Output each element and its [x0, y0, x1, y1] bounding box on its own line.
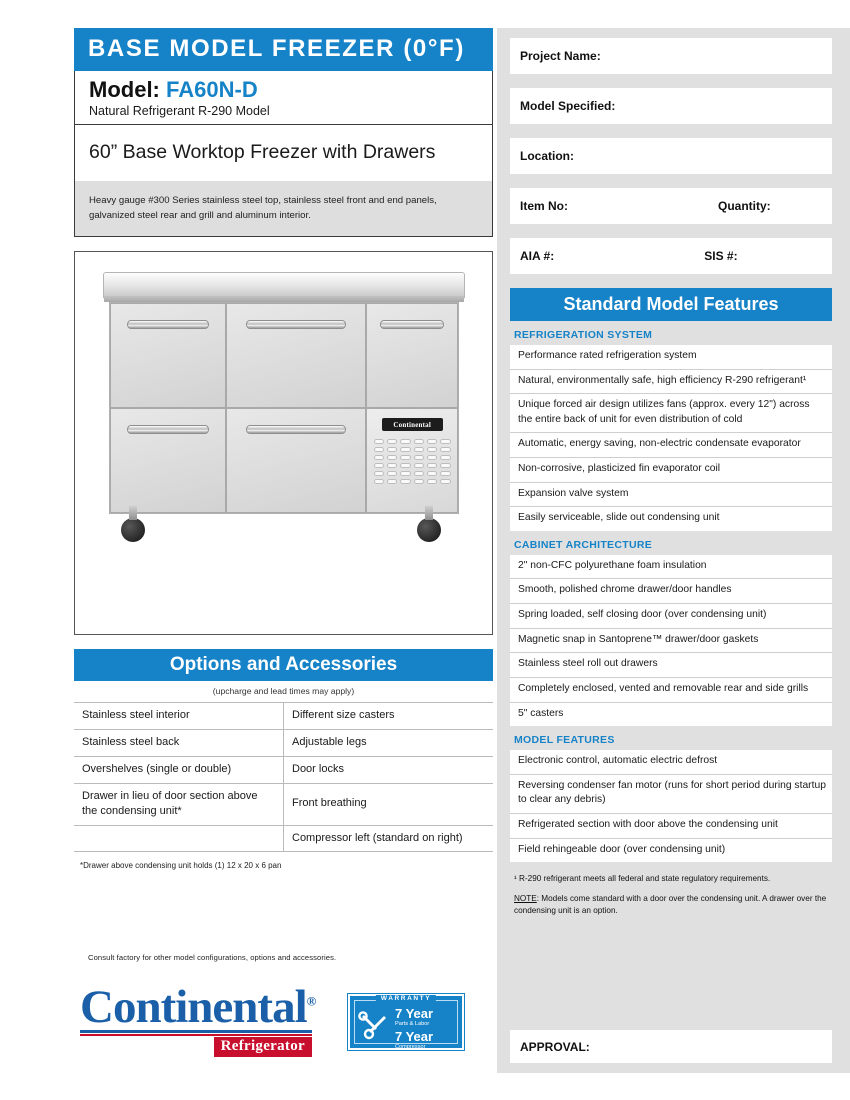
consult-factory-note: Consult factory for other model configurations, options and accessories. [88, 953, 337, 962]
list-item: Performance rated refrigeration system [510, 345, 832, 370]
right-column [510, 38, 832, 917]
option-cell: Overshelves (single or double) [74, 757, 284, 784]
list-item: Easily serviceable, slide out condensing unit [510, 507, 832, 531]
option-cell: Stainless steel back [74, 730, 284, 757]
option-cell: Different size casters [284, 703, 494, 729]
construction-note: Heavy gauge #300 Series stainless steel top, stainless steel front and end panels, galvanized steel rear and grill and aluminum interior. [75, 181, 492, 236]
drawer-bottom-center [226, 408, 367, 513]
drawer-top-right [366, 303, 458, 408]
field-model-specified[interactable] [510, 88, 832, 124]
approval-field[interactable] [510, 1030, 832, 1063]
option-cell [74, 825, 284, 852]
field-label: Location: [520, 149, 574, 163]
table-row [74, 825, 493, 852]
note-label: NOTE [514, 894, 537, 904]
table-row [74, 783, 493, 825]
model-label: Model: [89, 77, 160, 102]
field-label: Model Specified: [520, 99, 616, 113]
section-heading-model: MODEL FEATURES [514, 734, 615, 747]
list-item: Field rehingeable door (over condensing unit) [510, 839, 832, 863]
field-aia-sis[interactable] [510, 238, 832, 274]
product-photo [74, 251, 493, 635]
warranty-title: WARRANTY [376, 995, 436, 1002]
options-footnote: *Drawer above condensing unit holds (1) 12 x 20 x 6 pan [80, 861, 282, 871]
warranty-compressor-years: 7 Year [395, 1028, 434, 1044]
brand-nameplate: Continental [382, 418, 443, 431]
tools-icon [357, 1010, 391, 1044]
field-location[interactable] [510, 138, 832, 174]
product-description: 60” Base Worktop Freezer with Drawers [89, 140, 436, 163]
field-label-secondary: Quantity: [718, 199, 771, 213]
list-item: Unique forced air design utilizes fans (approx. every 12") across the entire back of unit for even distribution of cold [510, 394, 832, 433]
standard-door-note [510, 883, 832, 917]
warranty-compressor-scope: Compressor [395, 1043, 426, 1050]
handle-icon [380, 320, 444, 329]
logo-tagline: Refrigerator [214, 1037, 312, 1057]
list-item: Expansion valve system [510, 483, 832, 508]
registered-mark: ® [306, 993, 316, 1009]
field-label: AIA #: [520, 249, 555, 263]
list-item: Stainless steel roll out drawers [510, 653, 832, 678]
drawer-bottom-left [110, 408, 226, 513]
model-number: FA60N-D [166, 77, 258, 102]
list-item: Reversing condenser fan motor (runs for short period during startup to clear any debris) [510, 775, 832, 814]
list-item: Magnetic snap in Santoprene™ drawer/door gaskets [510, 629, 832, 654]
caster-right-icon [417, 518, 441, 542]
feature-list-refrigeration [510, 345, 832, 531]
table-row [74, 703, 493, 729]
options-table [74, 703, 493, 852]
worktop-surface [103, 272, 465, 298]
feature-list-model [510, 750, 832, 862]
field-label-secondary: SIS #: [704, 249, 738, 263]
list-item: Refrigerated section with door above the condensing unit [510, 814, 832, 839]
option-cell: Compressor left (standard on right) [284, 825, 494, 852]
drawer-top-center [226, 303, 367, 408]
option-cell: Adjustable legs [284, 730, 494, 757]
handle-icon [127, 320, 209, 329]
description-box [74, 125, 493, 238]
list-item: Spring loaded, self closing door (over condensing unit) [510, 604, 832, 629]
feature-list-cabinet [510, 555, 832, 726]
warranty-badge [348, 994, 464, 1050]
list-item: Automatic, energy saving, non-electric condensate evaporator [510, 433, 832, 458]
model-box [74, 71, 493, 125]
refrigerant-footnote: ¹ R-290 refrigerant meets all federal and state regulatory requirements. [514, 874, 771, 884]
company-logo [80, 981, 316, 1057]
field-label: Project Name: [520, 49, 601, 63]
cabinet-body [109, 302, 459, 514]
options-title: Options and Accessories [74, 649, 493, 681]
option-cell: Door locks [284, 757, 494, 784]
warranty-terms [395, 1007, 433, 1053]
option-cell: Front breathing [284, 783, 494, 825]
model-line [89, 78, 492, 103]
table-row [74, 757, 493, 784]
condensing-unit-compartment [366, 408, 458, 513]
approval-label: APPROVAL: [520, 1039, 590, 1054]
page-title: BASE MODEL FREEZER (0°F) [74, 28, 493, 71]
features-title: Standard Model Features [510, 288, 832, 321]
freezer-illustration [93, 266, 475, 596]
left-column [74, 28, 493, 870]
section-heading-cabinet: CABINET ARCHITECTURE [514, 538, 653, 551]
logo-brand: Continental [80, 981, 307, 1033]
drawer-top-left [110, 303, 226, 408]
list-item: Non-corrosive, plasticized fin evaporator coil [510, 458, 832, 483]
option-cell: Drawer in lieu of door section above the condensing unit* [74, 783, 284, 825]
warranty-parts-years: 7 Year [395, 1006, 434, 1021]
options-subtitle: (upcharge and lead times may apply) [74, 681, 493, 703]
caster-left-icon [121, 518, 145, 542]
handle-icon [246, 425, 346, 434]
list-item: 5" casters [510, 703, 832, 727]
field-label: Item No: [520, 199, 568, 213]
field-project-name[interactable] [510, 38, 832, 74]
table-row [74, 730, 493, 757]
option-cell: Stainless steel interior [74, 703, 284, 729]
handle-icon [127, 425, 209, 434]
list-item: 2" non-CFC polyurethane foam insulation [510, 555, 832, 580]
logo-wordmark [80, 981, 316, 1033]
model-subtitle: Natural Refrigerant R-290 Model [89, 103, 270, 118]
louvered-grill-icon [374, 439, 451, 502]
handle-icon [246, 320, 346, 329]
warranty-parts-scope: Parts & Labor [395, 1020, 430, 1027]
list-item: Electronic control, automatic electric defrost [510, 750, 832, 775]
field-item-no-quantity[interactable] [510, 188, 832, 224]
note-text: : Models come standard with a door over the condensing unit. A drawer over the condensing unit is an option. [514, 894, 827, 916]
list-item: Natural, environmentally safe, high efficiency R-290 refrigerant¹ [510, 370, 832, 395]
list-item: Completely enclosed, vented and removable rear and side grills [510, 678, 832, 703]
list-item: Smooth, polished chrome drawer/door handles [510, 579, 832, 604]
section-heading-refrigeration: REFRIGERATION SYSTEM [514, 329, 653, 341]
